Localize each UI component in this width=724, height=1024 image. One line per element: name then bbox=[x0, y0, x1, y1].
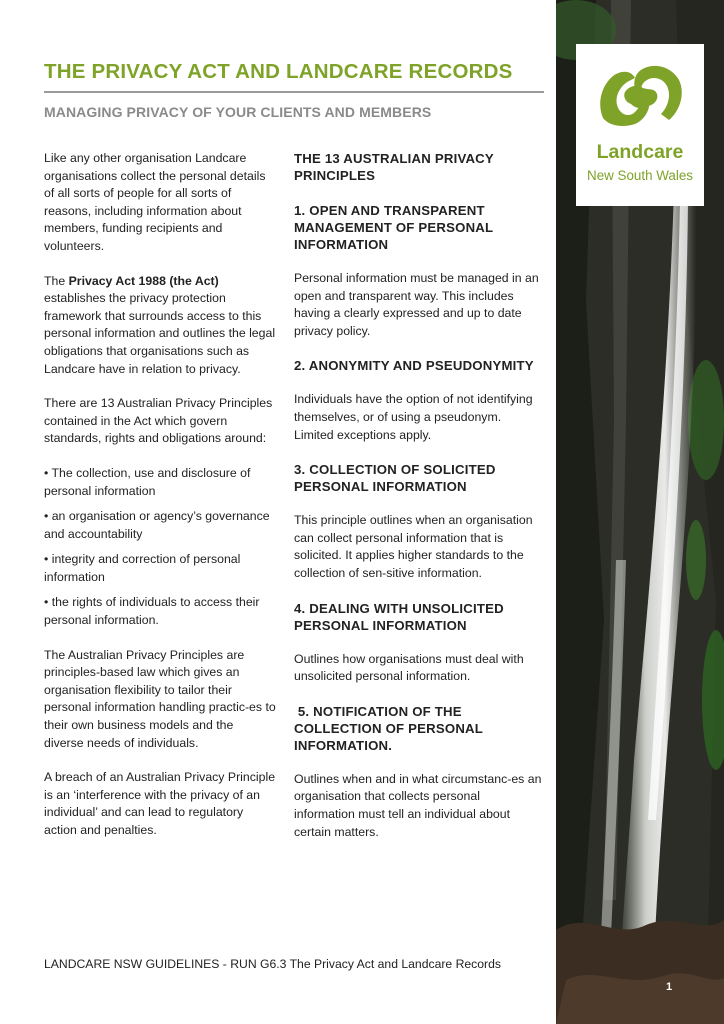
principle-title: 4. DEALING WITH UNSOLICITED PERSONAL INFORMATION bbox=[294, 600, 504, 633]
principle-title: 5. NOTIFICATION OF THE COLLECTION OF PERSONAL INFORMATION. bbox=[294, 703, 487, 753]
principles-law-paragraph: The Australian Privacy Principles are principles-based law which gives an organisation flexibility to tailor their personal information handling practic-es to their own business models and the diverse needs of individuals. bbox=[44, 647, 276, 750]
title-divider bbox=[44, 91, 544, 93]
page-title: THE PRIVACY ACT AND LANDCARE RECORDS bbox=[44, 60, 513, 83]
bullet-item: • integrity and correction of personal information bbox=[44, 552, 241, 584]
principles-heading: THE 13 AUSTRALIAN PRIVACY PRINCIPLES bbox=[294, 151, 494, 183]
breach-paragraph: A breach of an Australian Privacy Principle is an ‘interference with the privacy of an individual’ and can lead to regulatory action and penalties. bbox=[44, 770, 276, 837]
principle-text: Personal information must be managed in an open and transparent way. This includes having a clearly expressed and up to date privacy policy. bbox=[294, 271, 539, 338]
principle-title: 3. COLLECTION OF SOLICITED PERSONAL INFORMATION bbox=[294, 462, 496, 495]
bullet-item: • The collection, use and disclosure of personal information bbox=[44, 465, 251, 498]
principle-title: 1. OPEN AND TRANSPARENT MANAGEMENT OF PERSONAL INFORMATION bbox=[294, 203, 494, 252]
bullet-item: • an organisation or agency’s governance and accountability bbox=[44, 509, 270, 541]
privacy-act-paragraph bbox=[44, 273, 276, 379]
privacy-act-text-pre: The bbox=[44, 273, 69, 288]
left-column bbox=[44, 150, 276, 857]
right-column bbox=[294, 150, 544, 858]
privacy-act-text-post: establishes the privacy protection framework that surrounds access to this personal information and outlines the legal obligations that organisations such as Landcare have in relation to privacy. bbox=[44, 291, 276, 376]
principle-title: 2. ANONYMITY AND PSEUDONYMITY bbox=[294, 358, 534, 374]
principle-text: This principle outlines when an organisation can collect personal information that is solicited. It applies higher standards to the collection of sen-sitive information. bbox=[294, 513, 533, 580]
intro-paragraph: Like any other organisation Landcare organisations collect the personal details of all sorts of people for all sorts of reasons, including information about members, funding recipients and volunteers. bbox=[44, 151, 266, 253]
principle-text: Outlines how organisations must deal with unsolicited personal information. bbox=[294, 651, 524, 684]
page-number: 1 bbox=[666, 981, 673, 993]
page-subtitle: MANAGING PRIVACY OF YOUR CLIENTS AND MEMBERS bbox=[44, 104, 432, 120]
privacy-act-name: Privacy Act 1988 (the Act) bbox=[68, 273, 219, 288]
landcare-logo bbox=[576, 44, 704, 206]
bullet-item: • the rights of individuals to access their personal information. bbox=[44, 595, 260, 628]
hands-australia-logo-icon bbox=[595, 60, 685, 132]
principle-text: Individuals have the option of not identifying themselves, or of using a pseudonym. Limited exceptions apply. bbox=[294, 392, 533, 442]
principle-text: Outlines when and in what circumstanc-es an organisation that collects personal information must tell an individual about certain matters. bbox=[294, 771, 542, 839]
principles-intro-paragraph: There are 13 Australian Privacy Principles contained in the Act which govern standards, rights and obligations around: bbox=[44, 396, 273, 446]
logo-region: New South Wales bbox=[587, 168, 693, 183]
logo-name: Landcare bbox=[596, 141, 684, 163]
footer-text: LANDCARE NSW GUIDELINES - RUN G6.3 The Privacy Act and Landcare Records bbox=[44, 957, 501, 971]
